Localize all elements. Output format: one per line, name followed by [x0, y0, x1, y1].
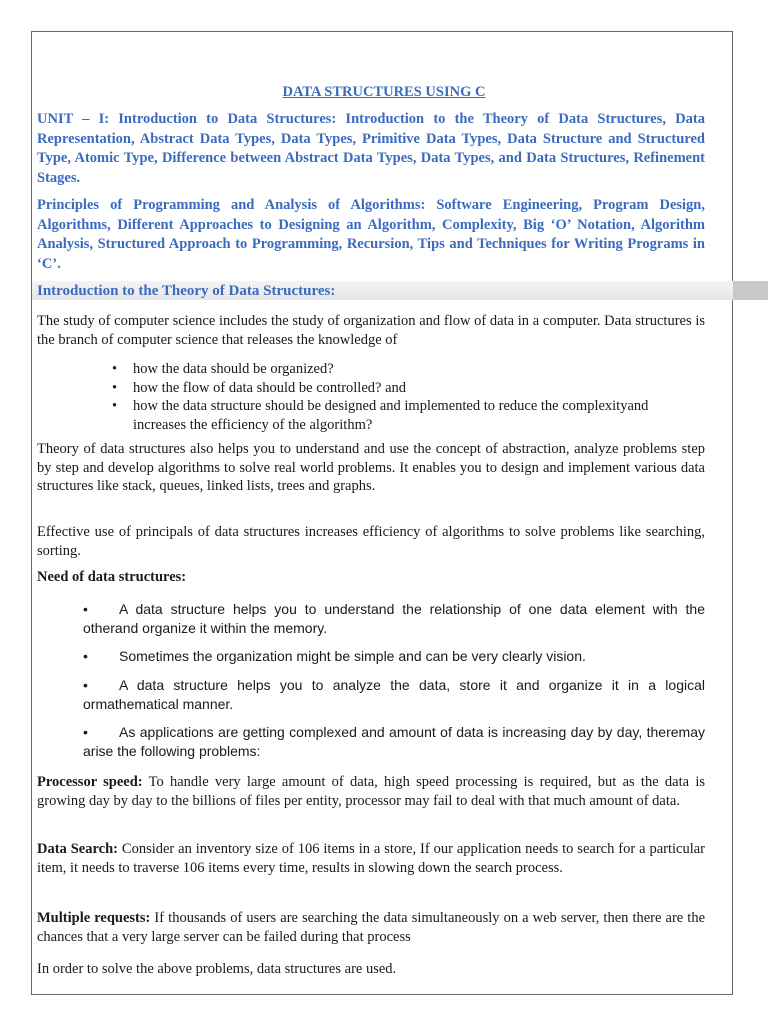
bullet-icon: •	[83, 648, 88, 664]
closing-paragraph: In order to solve the above problems, data structures are used.	[37, 961, 397, 977]
problem-label: Data Search:	[37, 841, 118, 857]
problem-label: Multiple requests:	[37, 910, 151, 926]
principles-paragraph: Principles of Programming and Analysis of Algorithms: Software Engineering, Program Design, Algorithms, Different Approaches to Designing an Algorithm, Complexity, Big ‘O’ Notation, Algorithm Analysis, Structured Approach to Programming, Recursion, Tips and Techniques for Writing Programs in ‘C’.	[37, 197, 705, 272]
bullet-icon: •	[112, 398, 118, 414]
theory-paragraph: Theory of data structures also helps you to understand and use the concept of abstraction, analyze problems step by step and develop algorithms to solve real world problems. It enables you to design and implement various data structures like stack, queues, linked lists, trees and graphs.	[37, 441, 705, 494]
list-item	[112, 397, 672, 434]
need-item	[83, 647, 705, 666]
need-item-text: A data structure helps you to understand the relationship of one data element with the otherand organize it within the memory.	[83, 601, 705, 636]
bullet-icon: •	[112, 379, 118, 396]
problem-text: Consider an inventory size of 106 items in a store, If our application needs to search for a particular item, it needs to traverse 106 items every time, results in slowing down the search process.	[37, 841, 705, 876]
document-title: DATA STRUCTURES USING C	[282, 84, 486, 100]
need-item-text: A data structure helps you to analyze the data, store it and organize it in a logical ormathematical manner.	[83, 677, 705, 712]
need-heading: Need of data structures:	[37, 569, 187, 585]
bullet-icon: •	[83, 724, 88, 740]
processor-speed-paragraph	[37, 773, 705, 810]
list-item-text: how the data should be organized?	[133, 361, 334, 377]
need-item	[83, 600, 705, 638]
list-item	[112, 379, 672, 398]
need-item	[83, 676, 705, 714]
effective-paragraph: Effective use of principals of data structures increases efficiency of algorithms to solve problems like searching, sorting.	[37, 524, 705, 559]
problem-text: If thousands of users are searching the data simultaneously on a web server, then there are the chances that a very large server can be failed during that process	[37, 910, 706, 945]
problem-label: Processor speed:	[37, 774, 143, 790]
need-item	[83, 723, 705, 761]
bullet-icon: •	[83, 677, 88, 693]
need-item-text: As applications are getting complexed and amount of data is increasing day by day, theremay arise the following problems:	[83, 724, 705, 759]
unit-paragraph: UNIT – I: Introduction to Data Structures: Introduction to the Theory of Data Structures, Data Representation, Abstract Data Types, Data Types, Primitive Data Types, Data Structure and Structured Type, Atomic Type, Difference between Abstract Data Types, Data Types, and Data Structures, Refinement Stages.	[37, 111, 705, 186]
list-item	[112, 360, 672, 379]
problem-text: To handle very large amount of data, high speed processing is required, but as the data is growing day by day to the billions of files per entity, processor may fail to deal with that much amount of data.	[37, 774, 705, 809]
intro-paragraph: The study of computer science includes the study of organization and flow of data in a computer. Data structures is the branch of computer science that releases the knowledge of	[37, 313, 705, 348]
bullet-icon: •	[112, 361, 118, 377]
data-search-paragraph	[37, 840, 705, 877]
need-item-text: Sometimes the organization might be simple and can be very clearly vision.	[119, 648, 586, 664]
bullet-icon: •	[83, 601, 88, 617]
list-item-text: how the data structure should be designed and implemented to reduce the complexityand increases the efficiency of the algorithm?	[133, 398, 649, 433]
questions-list	[112, 360, 672, 434]
section-heading: Introduction to the Theory of Data Structures:	[37, 283, 336, 299]
list-item-text: how the flow of data should be controlled? and	[133, 379, 407, 396]
multiple-requests-paragraph	[37, 909, 705, 946]
